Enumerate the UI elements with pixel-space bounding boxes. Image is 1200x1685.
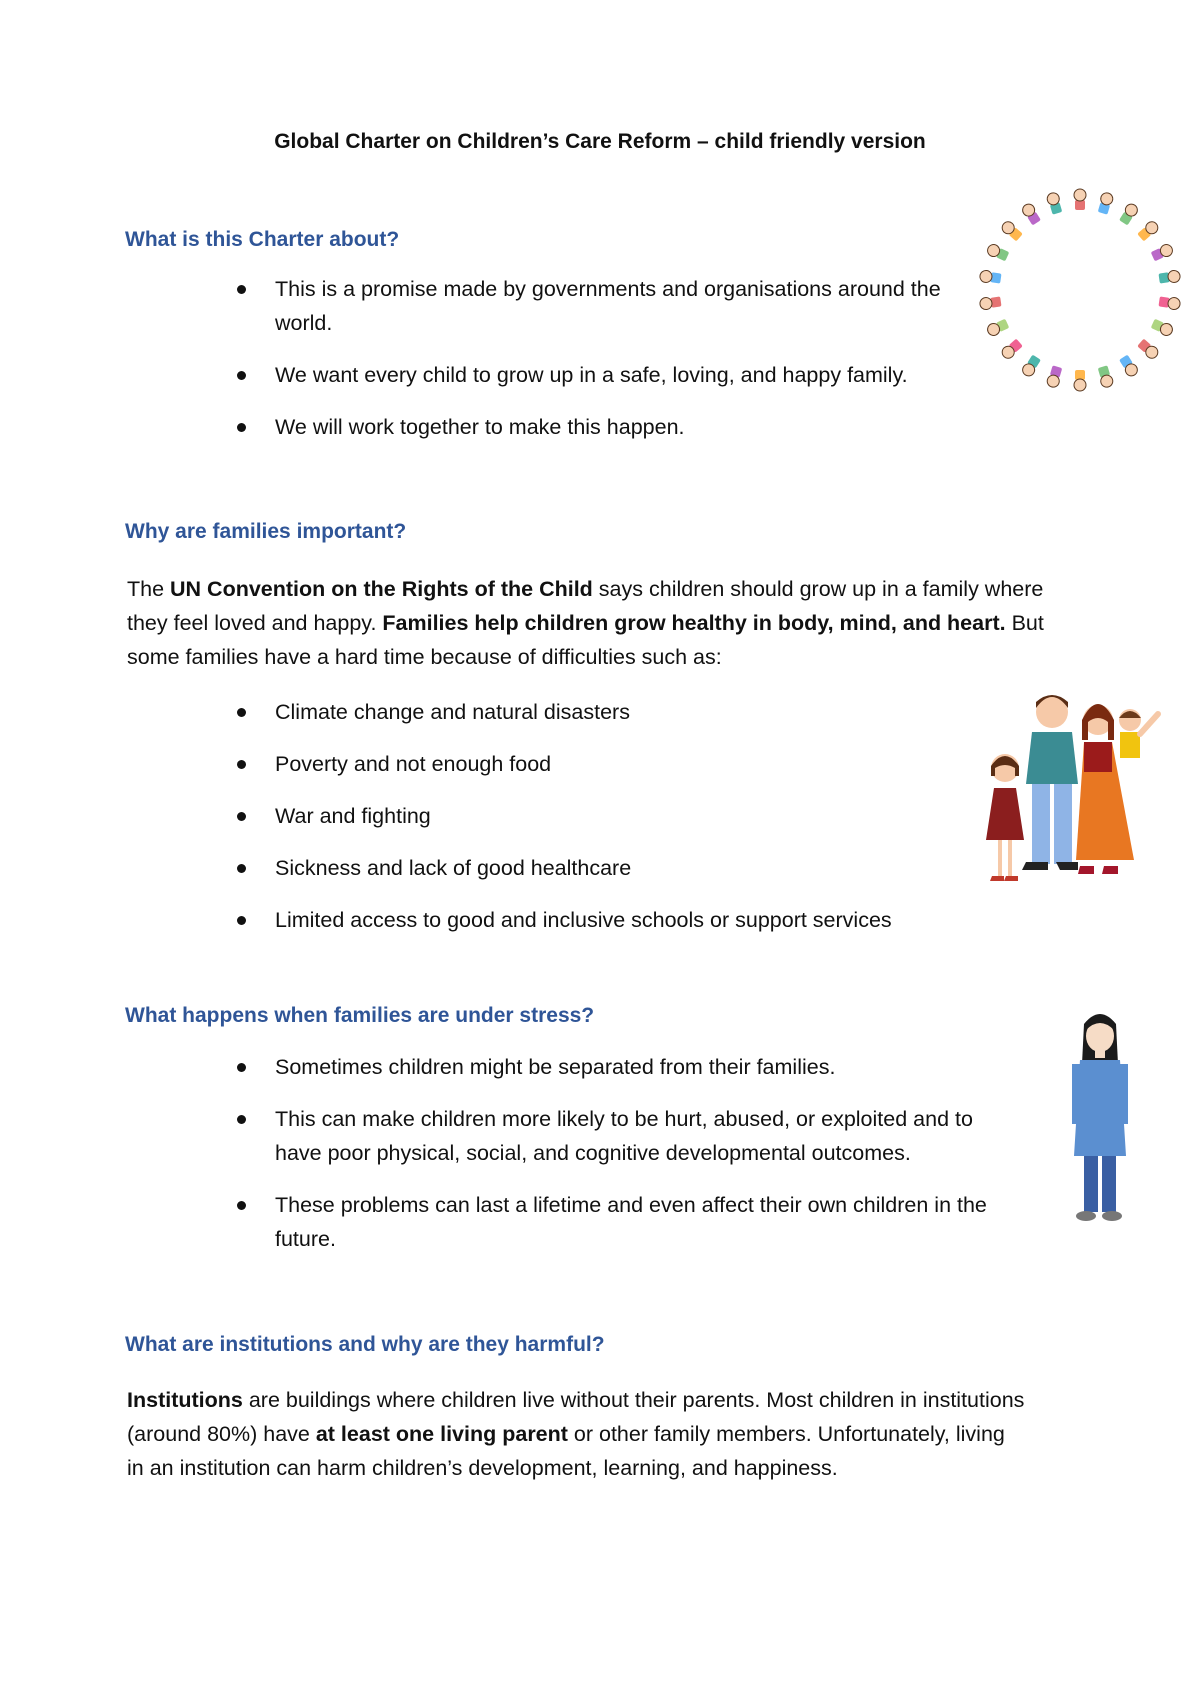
heading-families-important: Why are families important?	[125, 520, 407, 543]
difficulties-bullet-list	[235, 695, 995, 955]
child-figure	[1097, 191, 1114, 215]
child-figure	[986, 243, 1010, 263]
children-circle-illustration	[975, 185, 1185, 395]
child-figure	[1046, 365, 1063, 389]
list-item: Sickness and lack of good healthcare	[235, 851, 995, 885]
child-figure	[1000, 338, 1024, 361]
child-figure	[1097, 365, 1114, 389]
bullet-dot-icon	[237, 760, 246, 769]
list-item: Limited access to good and inclusive schools or support services	[235, 903, 995, 937]
list-item: These problems can last a lifetime and even affect their own children in the future.	[235, 1188, 995, 1256]
child-figure	[1000, 219, 1024, 242]
child-figure	[1020, 354, 1041, 378]
bullet-dot-icon	[237, 1201, 246, 1210]
child-figure	[1118, 354, 1139, 378]
bullet-dot-icon	[237, 371, 246, 380]
list-item: War and fighting	[235, 799, 995, 833]
family-illustration	[970, 680, 1170, 885]
child-figure	[1158, 295, 1180, 310]
list-item: Climate change and natural disasters	[235, 695, 995, 729]
child-figure	[1137, 219, 1161, 242]
list-item: We will work together to make this happen.	[235, 410, 955, 444]
child-figure	[986, 318, 1010, 338]
heading-families-stress: What happens when families are under stress?	[125, 1004, 595, 1027]
child-figure	[1158, 270, 1180, 285]
child-figure	[1074, 189, 1086, 210]
child-figure	[979, 295, 1001, 310]
bullet-dot-icon	[237, 916, 246, 925]
document-title: Global Charter on Children’s Care Reform – child friendly version	[274, 130, 926, 153]
bullet-dot-icon	[237, 1063, 246, 1072]
child-figure	[1137, 338, 1161, 361]
families-paragraph: The UN Convention on the Rights of the Child says children should grow up in a family where they feel loved and happy. Families help children grow healthy in body, mind, and heart. But some families have a hard time because of difficulties such as:	[127, 577, 1044, 669]
list-item: Poverty and not enough food	[235, 747, 995, 781]
list-item: This can make children more likely to be hurt, abused, or exploited and to have poor physical, social, and cognitive developmental outcomes.	[235, 1102, 995, 1170]
bullet-dot-icon	[237, 708, 246, 717]
child-figure	[1020, 202, 1041, 226]
child-figure	[1118, 202, 1139, 226]
bullet-dot-icon	[237, 812, 246, 821]
institutions-paragraph: Institutions are buildings where children live without their parents. Most children in institutions (around 80%) have at least one living parent or other family members. Unfortunately, living in an institution can harm children’s development, learning, and happiness.	[127, 1388, 1025, 1480]
list-item: This is a promise made by governments and organisations around the world.	[235, 272, 955, 340]
child-figure	[1074, 370, 1086, 391]
list-item: Sometimes children might be separated from their families.	[235, 1050, 995, 1084]
bullet-dot-icon	[237, 423, 246, 432]
bullet-dot-icon	[237, 864, 246, 873]
heading-charter-about: What is this Charter about?	[125, 228, 400, 251]
child-figure	[1046, 191, 1063, 215]
bullet-dot-icon	[237, 1115, 246, 1124]
child-figure	[1150, 243, 1174, 263]
list-item: We want every child to grow up in a safe, loving, and happy family.	[235, 358, 955, 392]
about-bullet-list	[235, 272, 955, 462]
child-figure	[1150, 318, 1174, 338]
heading-institutions: What are institutions and why are they harmful?	[125, 1333, 605, 1356]
bullet-dot-icon	[237, 285, 246, 294]
child-figure	[979, 270, 1001, 285]
stress-bullet-list	[235, 1050, 995, 1274]
sad-girl-illustration	[1060, 1010, 1140, 1225]
